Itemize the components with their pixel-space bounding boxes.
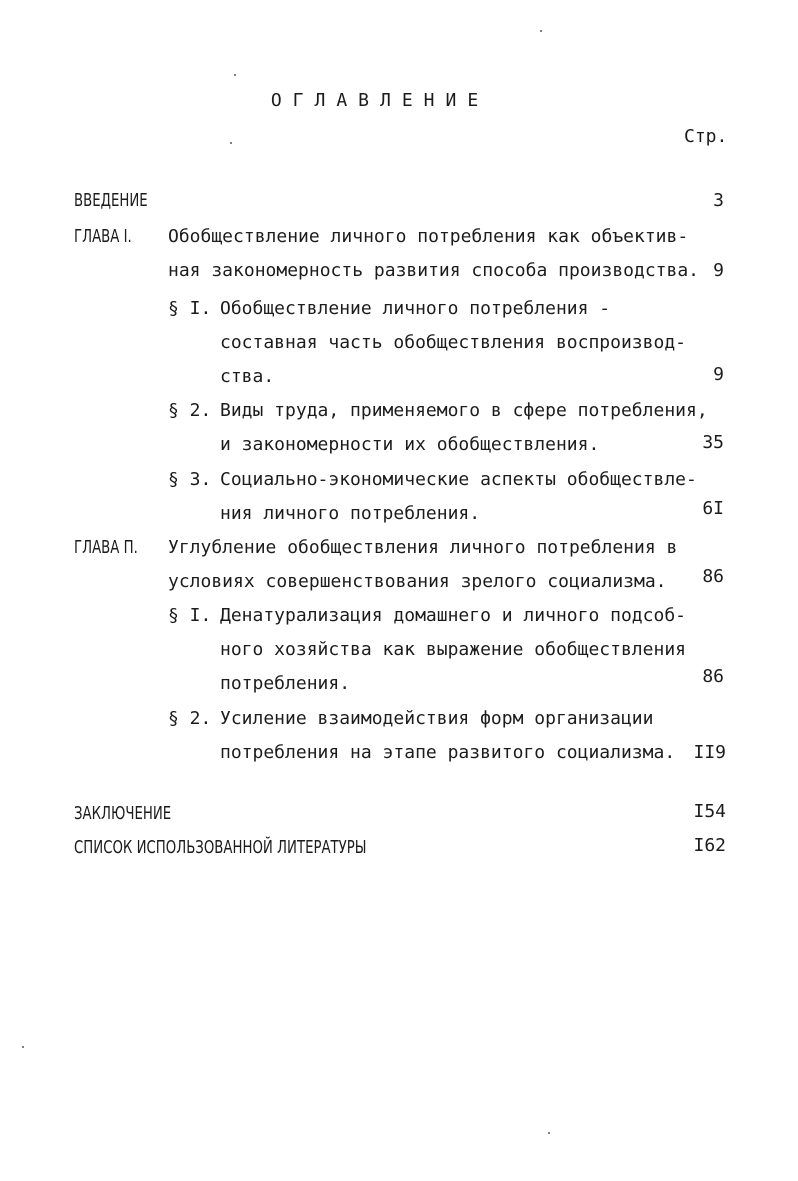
toc-section-line: и закономерности их обобществления.: [220, 434, 600, 455]
chapter-number: ГЛАВА I.: [74, 226, 132, 247]
toc-section-prefix: § 2.: [168, 400, 212, 421]
page-column-label: Стр.: [684, 126, 728, 147]
chapter-number: ГЛАВА П.: [74, 537, 138, 558]
toc-section-line: Виды труда, применяемого в сфере потребления,: [220, 400, 708, 421]
toc-page-number: 3: [713, 190, 724, 211]
toc-chapter-line: Обобществление личного потребления как объектив-: [168, 226, 689, 247]
toc-chapter-line: ная закономерность развития способа производства.: [168, 260, 700, 281]
toc-entry-label: СПИСОК ИСПОЛЬЗОВАННОЙ ЛИТЕРАТУРЫ: [74, 837, 367, 858]
toc-section-prefix: § 2.: [168, 708, 212, 729]
toc-chapter-prefix: [74, 226, 144, 248]
toc-section-line: ния личного потребления.: [220, 503, 481, 524]
toc-page-number: II9: [693, 742, 726, 763]
toc-section-line: ного хозяйства как выражение обобществления: [220, 639, 686, 660]
scan-speck: [234, 74, 236, 76]
toc-section-prefix: § I.: [168, 605, 212, 626]
toc-section-line: Усиление взаимодействия форм организации: [220, 708, 654, 729]
toc-page-number: 9: [713, 260, 724, 281]
toc-page-number: 35: [702, 432, 724, 453]
toc-page-number: I54: [693, 801, 726, 822]
toc-page-number: I62: [693, 835, 726, 856]
toc-entry-label: ВВЕДЕНИЕ: [74, 190, 148, 211]
toc-page-number: 6I: [702, 498, 724, 519]
toc-entry-bibliography: [74, 837, 431, 859]
toc-chapter-prefix: [74, 537, 152, 559]
toc-section-line: потребления.: [220, 673, 351, 694]
toc-entry-label: ЗАКЛЮЧЕНИЕ: [74, 803, 172, 824]
toc-section-line: Денатурализация домашнего и личного подсоб-: [220, 605, 686, 626]
toc-entry-intro: [74, 190, 164, 212]
toc-chapter-line: условиях совершенствования зрелого социализма.: [168, 571, 667, 592]
page-title: ОГЛАВЛЕНИЕ: [270, 90, 490, 111]
scan-speck: [230, 142, 232, 144]
toc-chapter-line: Углубление обобществления личного потребления в: [168, 537, 678, 558]
toc-section-line: ства.: [220, 366, 275, 387]
scan-speck: [548, 1132, 550, 1134]
toc-page-number: 86: [702, 566, 724, 587]
toc-entry-conclusion: [74, 803, 192, 825]
toc-section-prefix: § I.: [168, 298, 212, 319]
toc-section-line: потребления на этапе развитого социализма.: [220, 742, 676, 763]
toc-section-line: Обобществление личного потребления -: [220, 298, 611, 319]
scan-speck: [22, 1046, 24, 1048]
toc-section-line: Социально-экономические аспекты обобществле-: [220, 469, 697, 490]
toc-section-prefix: § 3.: [168, 469, 212, 490]
toc-section-line: составная часть обобществления воспроизвод-: [220, 332, 686, 353]
toc-page-number: 86: [702, 666, 724, 687]
toc-page-number: 9: [713, 364, 724, 385]
scan-speck: [540, 30, 542, 32]
